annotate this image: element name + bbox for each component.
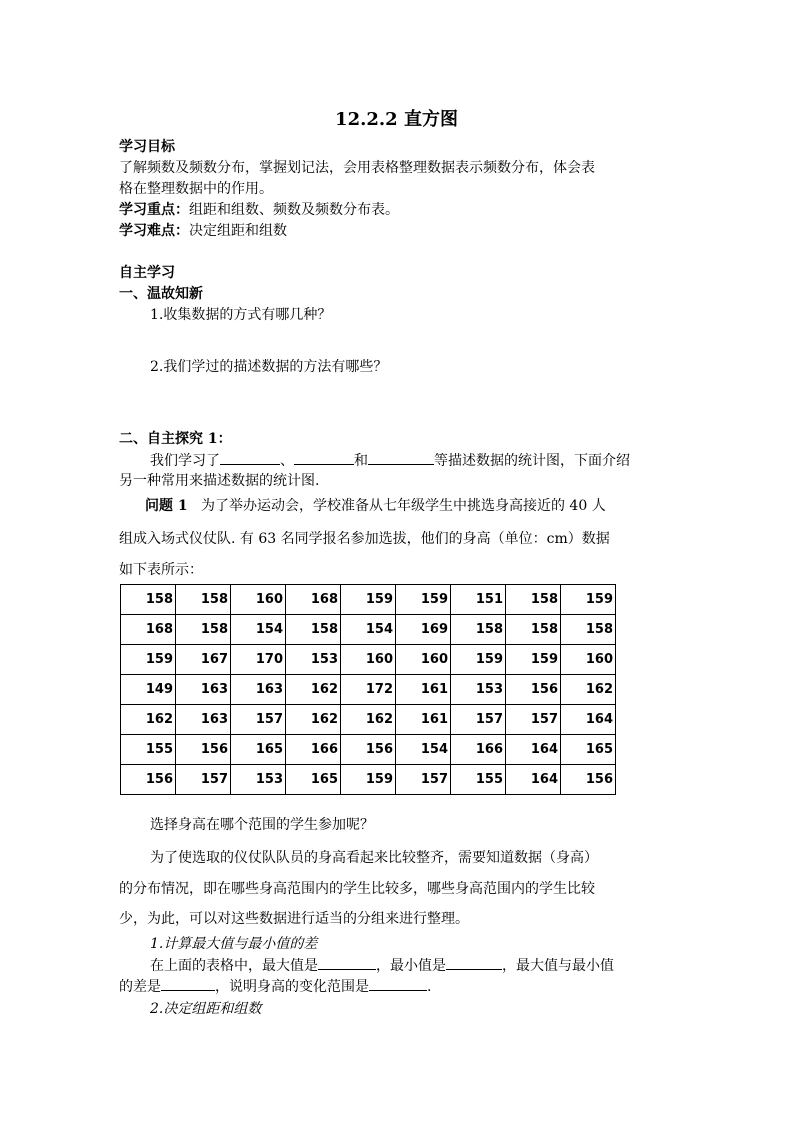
step1-text-f: . bbox=[427, 979, 432, 995]
problem-label: 问题 1 bbox=[145, 498, 188, 514]
table-cell: 168 bbox=[286, 585, 341, 615]
problem-text-2: 组成入场式仪仗队. 有 63 名同学报名参加选拔，他们的身高（单位：cm）数据 bbox=[119, 531, 610, 547]
table-cell: 163 bbox=[176, 675, 231, 705]
table-cell: 158 bbox=[506, 585, 561, 615]
table-cell: 149 bbox=[121, 675, 176, 705]
step-1-line-2 bbox=[119, 976, 431, 997]
table-cell: 165 bbox=[286, 765, 341, 795]
goals-text-1: 了解频数及频数分布，掌握划记法，会用表格整理数据表示频数分布，体会表 bbox=[119, 160, 595, 176]
table-cell: 158 bbox=[121, 585, 176, 615]
blank-chart-1[interactable] bbox=[220, 450, 280, 465]
intro-line bbox=[150, 450, 630, 471]
key-point-text: 组距和组数、频数及频数分布表。 bbox=[189, 202, 399, 218]
table-cell: 159 bbox=[396, 585, 451, 615]
table-cell: 158 bbox=[451, 615, 506, 645]
problem-text-3: 如下表所示： bbox=[119, 562, 203, 578]
table-cell: 165 bbox=[561, 735, 616, 765]
table-row bbox=[121, 765, 616, 795]
table-cell: 155 bbox=[121, 735, 176, 765]
table-cell: 157 bbox=[231, 705, 286, 735]
blank-chart-2[interactable] bbox=[294, 450, 354, 465]
table-cell: 160 bbox=[396, 645, 451, 675]
table-cell: 157 bbox=[506, 705, 561, 735]
intro-text-b: 等描述数据的统计图，下面介绍 bbox=[434, 453, 630, 469]
key-point-line bbox=[119, 200, 399, 220]
table-cell: 158 bbox=[561, 615, 616, 645]
table-row bbox=[121, 615, 616, 645]
table-cell: 159 bbox=[451, 645, 506, 675]
table-cell: 169 bbox=[396, 615, 451, 645]
goals-heading: 学习目标 bbox=[119, 139, 175, 155]
part2-heading: 二、自主探究 1： bbox=[119, 431, 232, 447]
table-cell: 162 bbox=[286, 705, 341, 735]
table-cell: 164 bbox=[561, 705, 616, 735]
blank-range[interactable] bbox=[369, 976, 427, 991]
height-data-table bbox=[120, 584, 616, 795]
table-cell: 163 bbox=[231, 675, 286, 705]
blank-chart-3[interactable] bbox=[368, 450, 434, 465]
problem-text-1: 为了举办运动会，学校准备从七年级学生中挑选身高接近的 40 人 bbox=[200, 498, 606, 514]
table-cell: 161 bbox=[396, 675, 451, 705]
part1-heading: 一、温故知新 bbox=[119, 286, 203, 302]
difficulty-label: 学习难点： bbox=[119, 223, 189, 239]
table-cell: 158 bbox=[286, 615, 341, 645]
question-2: 2.我们学过的描述数据的方法有哪些？ bbox=[150, 359, 388, 375]
table-cell: 151 bbox=[451, 585, 506, 615]
table-cell: 158 bbox=[176, 615, 231, 645]
intro-sep-1: 、 bbox=[280, 453, 294, 469]
step1-text-e: ，说明身高的变化范围是 bbox=[215, 979, 369, 995]
table-row bbox=[121, 735, 616, 765]
step-2-heading: 2.决定组距和组数 bbox=[150, 1001, 262, 1017]
problem-line-1 bbox=[145, 496, 606, 516]
table-cell: 155 bbox=[451, 765, 506, 795]
step-1-line-1 bbox=[150, 955, 614, 976]
table-cell: 153 bbox=[286, 645, 341, 675]
step1-text-d: 的差是 bbox=[119, 979, 161, 995]
paragraph-line-3: 少，为此，可以对这些数据进行适当的分组来进行整理。 bbox=[119, 911, 469, 927]
table-cell: 160 bbox=[561, 645, 616, 675]
key-point-label: 学习重点： bbox=[119, 202, 189, 218]
table-cell: 159 bbox=[121, 645, 176, 675]
table-cell: 156 bbox=[341, 735, 396, 765]
table-cell: 154 bbox=[396, 735, 451, 765]
table-cell: 166 bbox=[286, 735, 341, 765]
table-cell: 170 bbox=[231, 645, 286, 675]
paragraph-line-1: 为了使选取的仪仗队队员的身高看起来比较整齐，需要知道数据（身高） bbox=[150, 850, 598, 866]
blank-difference[interactable] bbox=[161, 976, 215, 991]
table-cell: 162 bbox=[341, 705, 396, 735]
step1-text-a: 在上面的表格中，最大值是 bbox=[150, 958, 318, 974]
goals-text-2: 格在整理数据中的作用。 bbox=[119, 181, 273, 197]
blank-max-value[interactable] bbox=[318, 955, 376, 970]
table-cell: 156 bbox=[176, 735, 231, 765]
table-row bbox=[121, 675, 616, 705]
table-cell: 158 bbox=[176, 585, 231, 615]
difficulty-line bbox=[119, 221, 287, 241]
table-cell: 158 bbox=[506, 615, 561, 645]
table-cell: 162 bbox=[121, 705, 176, 735]
table-row bbox=[121, 705, 616, 735]
table-cell: 159 bbox=[341, 765, 396, 795]
table-cell: 153 bbox=[451, 675, 506, 705]
table-cell: 165 bbox=[231, 735, 286, 765]
table-cell: 167 bbox=[176, 645, 231, 675]
intro-line-2: 另一种常用来描述数据的统计图. bbox=[119, 473, 320, 489]
table-row bbox=[121, 645, 616, 675]
table-cell: 160 bbox=[341, 645, 396, 675]
table-cell: 159 bbox=[341, 585, 396, 615]
table-cell: 159 bbox=[506, 645, 561, 675]
table-cell: 156 bbox=[506, 675, 561, 705]
step-1-heading: 1.计算最大值与最小值的差 bbox=[150, 936, 318, 952]
table-cell: 157 bbox=[396, 765, 451, 795]
table-cell: 154 bbox=[231, 615, 286, 645]
table-cell: 160 bbox=[231, 585, 286, 615]
step1-text-b: ，最小值是 bbox=[376, 958, 446, 974]
table-cell: 163 bbox=[176, 705, 231, 735]
step1-text-c: ，最大值与最小值 bbox=[502, 958, 614, 974]
self-study-heading: 自主学习 bbox=[119, 265, 175, 281]
page-title: 12.2.2 直方图 bbox=[335, 109, 458, 130]
table-cell: 161 bbox=[396, 705, 451, 735]
table-cell: 154 bbox=[341, 615, 396, 645]
table-cell: 156 bbox=[121, 765, 176, 795]
table-cell: 157 bbox=[176, 765, 231, 795]
intro-text-a: 我们学习了 bbox=[150, 453, 220, 469]
range-question: 选择身高在哪个范围的学生参加呢？ bbox=[150, 817, 374, 833]
table-cell: 168 bbox=[121, 615, 176, 645]
table-cell: 156 bbox=[561, 765, 616, 795]
table-cell: 153 bbox=[231, 765, 286, 795]
blank-min-value[interactable] bbox=[446, 955, 502, 970]
table-row bbox=[121, 585, 616, 615]
paragraph-line-2: 的分布情况，即在哪些身高范围内的学生比较多，哪些身高范围内的学生比较 bbox=[119, 881, 595, 897]
table-cell: 157 bbox=[451, 705, 506, 735]
intro-sep-2: 和 bbox=[354, 453, 368, 469]
table-cell: 172 bbox=[341, 675, 396, 705]
table-cell: 162 bbox=[286, 675, 341, 705]
difficulty-text: 决定组距和组数 bbox=[189, 223, 287, 239]
table-cell: 162 bbox=[561, 675, 616, 705]
table-cell: 166 bbox=[451, 735, 506, 765]
table-cell: 164 bbox=[506, 765, 561, 795]
question-1: 1.收集数据的方式有哪几种？ bbox=[150, 307, 332, 323]
table-cell: 164 bbox=[506, 735, 561, 765]
table-cell: 159 bbox=[561, 585, 616, 615]
